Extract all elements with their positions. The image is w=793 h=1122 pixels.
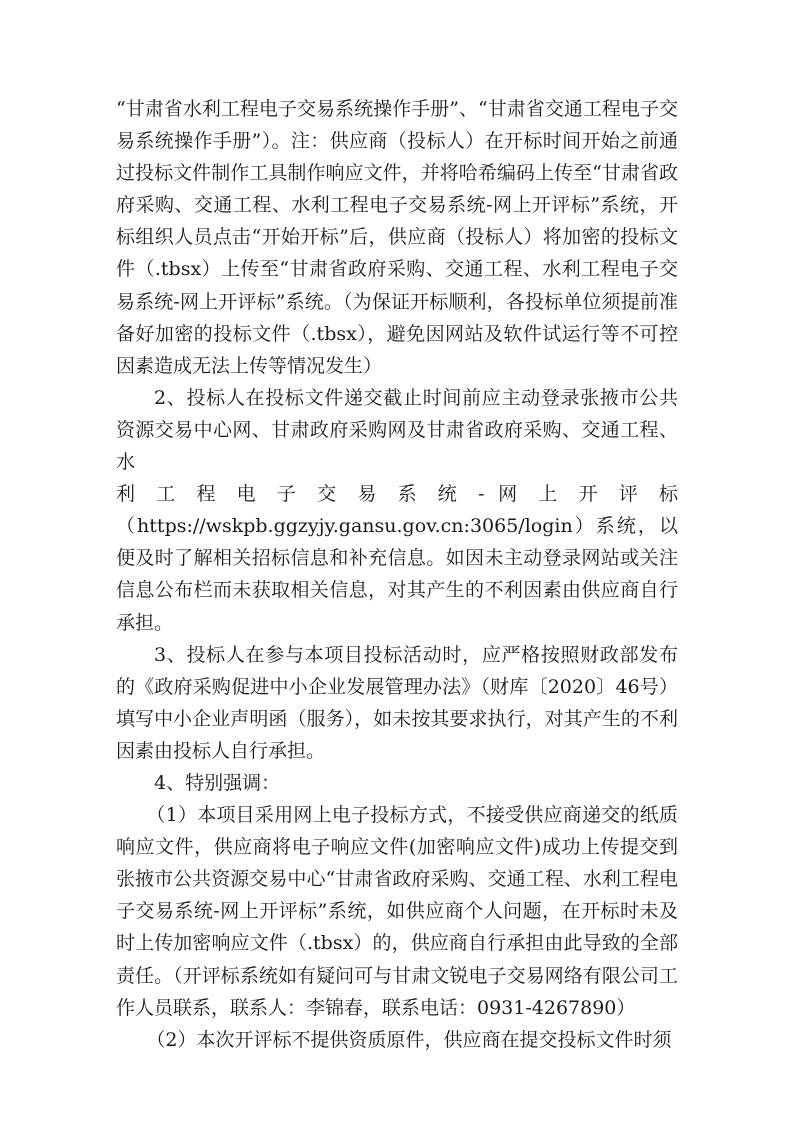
paragraph-item-4-1: （1）本项目采用网上电子投标方式，不接受供应商递交的纸质响应文件，供应商将电子响应文件(加密响应文件)成功上传提交到张掖市公共资源交易中心“甘肃省政府采购、交通工程、水利工程电子交易系统-网上开评标”系统，如供应商个人问题，在开标时未及时上传加密响应文件（.tbsx）的，供应商自行承担由此导致的全部责任。（开评标系统如有疑问可与甘肃文锐电子交易网络有限公司工作人员联系，联系人：李锦春，联系电话：0931-4267890） (116, 804, 678, 1019)
paragraph-item-4-heading: 4、特别强调： (154, 771, 281, 794)
paragraph-item-2 (116, 382, 678, 639)
paragraph-item-2-line-3: （https://wskpb.ggzyjy.gansu.gov.cn:3065/login）系统，以便及时了解相关招标信息和补充信息。如因未主动登录网站或关注信息公布栏而未获取相关信息，对其产生的不利因素由供应商自行承担。 (116, 515, 678, 634)
paragraph-item-2-line-2: 利 工 程 电 子 交 易 系 统 - 网 上 开 评 标 (116, 483, 678, 506)
paragraph-item-4-2: （2）本次开评标不提供资质原件，供应商在提交投标文件时须 (146, 1028, 672, 1051)
paragraph-item-2-line-1: 2、投标人在投标文件递交截止时间前应主动登录张掖市公共资源交易中心网、甘肃政府采购网及甘肃省政府采购、交通工程、水 (116, 386, 678, 474)
paragraph-manual-notes: “甘肃省水利工程电子交易系统操作手册”、“甘肃省交通工程电子交易系统操作手册”）。注：供应商（投标人）在开标时间开始之前通过投标文件制作工具制作响应文件，并将哈希编码上传至“甘肃省政府采购、交通工程、水利工程电子交易系统-网上开评标”系统，开标组织人员点击“开始开标”后，供应商（投标人）将加密的投标文件（.tbsx）上传至“甘肃省政府采购、交通工程、水利工程电子交易系统-网上开评标”系统。（为保证开标顺利，各投标单位须提前准备好加密的投标文件（.tbsx），避免因网站及软件试运行等不可控因素造成无法上传等情况发生） (116, 98, 678, 377)
document-body (116, 93, 678, 1056)
paragraph-item-3: 3、投标人在参与本项目投标活动时，应严格按照财政部发布的《政府采购促进中小企业发展管理办法》（财库〔2020〕46号）填写中小企业声明函（服务），如未按其要求执行，对其产生的不利因素由投标人自行承担。 (116, 643, 678, 762)
